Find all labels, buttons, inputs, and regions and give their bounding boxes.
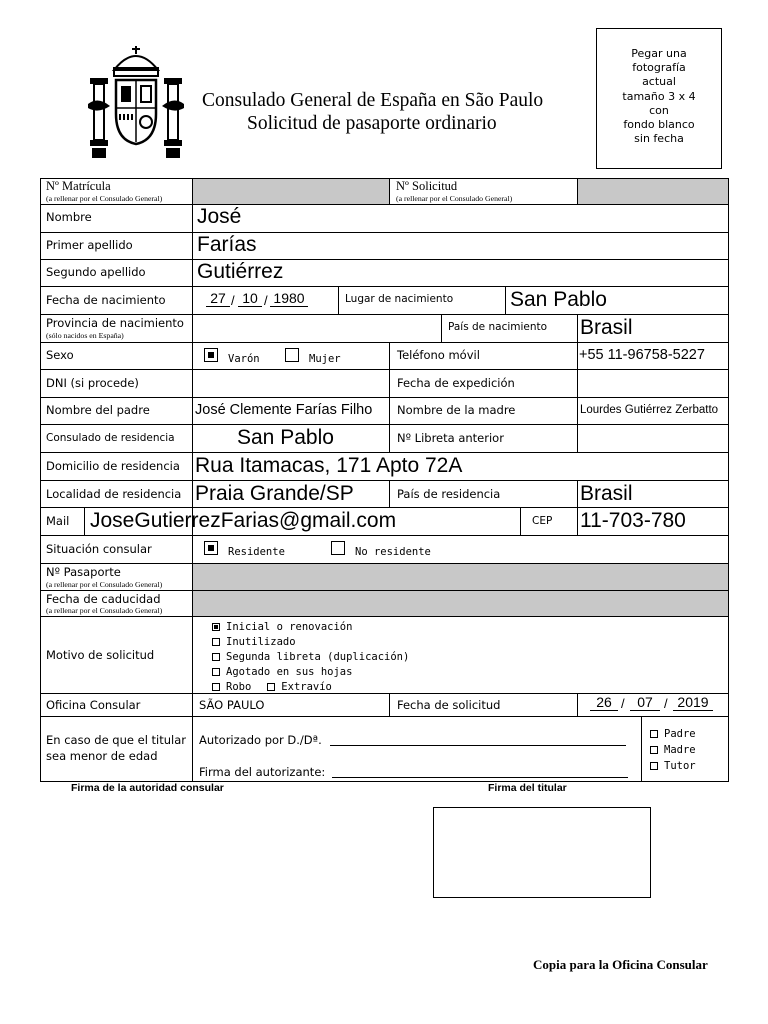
solicitud-year-field[interactable]: 2019 xyxy=(677,694,709,710)
motivo-label: Motivo de solicitud xyxy=(46,648,155,662)
firma-autoridad-label: Firma de la autoridad consular xyxy=(71,782,224,794)
localidad-field[interactable]: Praia Grande/SP xyxy=(195,482,354,505)
birth-year-field[interactable]: 1980 xyxy=(273,290,305,306)
underline xyxy=(673,710,713,711)
mujer-label: Mujer xyxy=(309,353,341,365)
provincia-label: Provincia de nacimiento xyxy=(46,316,184,330)
photo-text-line: fotografía xyxy=(632,61,686,75)
consulate-title: Consulado General de España en São Paulo xyxy=(202,90,544,111)
pais-residencia-field[interactable]: Brasil xyxy=(580,482,633,505)
photo-text-line: fondo blanco xyxy=(623,118,695,132)
telefono-field[interactable]: +55 11-96758-5227 xyxy=(579,347,705,363)
motivo-checkbox[interactable] xyxy=(267,683,275,691)
tutor-checkbox[interactable] xyxy=(650,762,658,770)
matricula-label: Nº Matrícula xyxy=(46,179,111,193)
birth-month-field[interactable]: 10 xyxy=(242,290,258,306)
solicitud-month-field[interactable]: 07 xyxy=(637,694,653,710)
motivo-option[interactable]: Inutilizado xyxy=(212,635,409,650)
oficina-field[interactable]: SÃO PAULO xyxy=(199,698,265,712)
consulado-residencia-label: Consulado de residencia xyxy=(46,432,175,444)
motivo-checkbox[interactable] xyxy=(212,653,220,661)
form-title: Solicitud de pasaporte ordinario xyxy=(247,113,497,134)
autorizado-field[interactable] xyxy=(330,745,626,746)
madre-label: Nombre de la madre xyxy=(397,403,516,417)
cep-label: CEP xyxy=(532,515,553,527)
domicilio-field[interactable]: Rua Itamacas, 171 Apto 72A xyxy=(195,454,463,477)
firma-autorizante-field[interactable] xyxy=(332,777,628,778)
date-separator: / xyxy=(621,696,625,711)
nombre-label: Nombre xyxy=(46,210,92,224)
tutela-option[interactable]: Padre xyxy=(650,726,696,742)
solicitud-day-field[interactable]: 26 xyxy=(596,694,612,710)
padre-checkbox[interactable] xyxy=(650,730,658,738)
segundo-apellido-label: Segundo apellido xyxy=(46,265,146,279)
motivo-checkbox[interactable] xyxy=(212,668,220,676)
residente-checkbox[interactable] xyxy=(204,541,218,555)
underline xyxy=(270,306,308,307)
motivo-option[interactable]: Agotado en sus hojas xyxy=(212,665,409,680)
photo-text-line: Pegar una xyxy=(631,47,687,60)
madre-checkbox[interactable] xyxy=(650,746,658,754)
fecha-expedicion-label: Fecha de expedición xyxy=(397,376,515,390)
pais-nacimiento-field[interactable]: Brasil xyxy=(580,316,633,339)
date-separator: / xyxy=(231,293,235,308)
telefono-label: Teléfono móvil xyxy=(397,348,480,362)
segundo-apellido-field[interactable]: Gutiérrez xyxy=(197,260,284,283)
photo-text-line: actual xyxy=(642,75,676,89)
underline xyxy=(590,710,618,711)
firma-titular-label: Firma del titular xyxy=(488,782,567,794)
copy-label: Copia para la Oficina Consular xyxy=(533,957,708,972)
matricula-note: (a rellenar por el Consulado General) xyxy=(46,194,163,203)
tutela-option[interactable]: Madre xyxy=(650,742,696,758)
motivo-checkbox[interactable] xyxy=(212,683,220,691)
no-residente-label: No residente xyxy=(355,546,431,558)
motivo-checkbox-checked[interactable] xyxy=(212,623,220,631)
underline xyxy=(206,306,230,307)
primer-apellido-label: Primer apellido xyxy=(46,238,133,252)
photo-text-line: sin fecha xyxy=(634,132,684,146)
firma-autorizante-label: Firma del autorizante: xyxy=(199,765,326,779)
mail-field[interactable]: JoseGutierrezFarias@gmail.com xyxy=(90,509,397,532)
motivo-checkbox[interactable] xyxy=(212,638,220,646)
lugar-nacimiento-field[interactable]: San Pablo xyxy=(510,288,607,311)
padre-field[interactable]: José Clemente Farías Filho xyxy=(195,402,373,418)
motivo-options xyxy=(212,620,409,695)
underline xyxy=(238,306,262,307)
signature-box[interactable] xyxy=(434,808,650,897)
tutela-options xyxy=(650,726,696,774)
dni-label: DNI (si procede) xyxy=(46,376,139,390)
libreta-anterior-label: Nº Libreta anterior xyxy=(397,431,504,445)
pasaporte-label: Nº Pasaporte xyxy=(46,565,121,579)
autorizado-label: Autorizado por D./Dª. xyxy=(199,733,322,747)
mujer-checkbox[interactable] xyxy=(285,348,299,362)
motivo-option[interactable]: Segunda libreta (duplicación) xyxy=(212,650,409,665)
solicitud-label: Nº Solicitud xyxy=(396,179,458,193)
underline xyxy=(630,710,660,711)
pais-nacimiento-label: País de nacimiento xyxy=(448,321,548,333)
madre-field[interactable]: Lourdes Gutiérrez Zerbatto xyxy=(580,404,719,416)
motivo-option[interactable]: Inicial o renovación xyxy=(212,620,409,635)
oficina-label: Oficina Consular xyxy=(46,698,141,712)
birth-day-field[interactable]: 27 xyxy=(210,290,226,306)
lugar-nacimiento-label: Lugar de nacimiento xyxy=(345,293,454,305)
fecha-solicitud-label: Fecha de solicitud xyxy=(397,698,501,712)
caducidad-label: Fecha de caducidad xyxy=(46,592,161,606)
menor-label-line2: sea menor de edad xyxy=(46,749,158,763)
pais-residencia-label: País de residencia xyxy=(397,487,501,501)
photo-text-line: con xyxy=(649,103,669,117)
varon-label: Varón xyxy=(228,353,260,365)
domicilio-label: Domicilio de residencia xyxy=(46,459,180,473)
sexo-label: Sexo xyxy=(46,348,74,362)
localidad-label: Localidad de residencia xyxy=(46,487,182,501)
date-separator: / xyxy=(664,696,668,711)
motivo-option[interactable]: Robo Extravío xyxy=(212,680,409,695)
residente-label: Residente xyxy=(228,546,285,558)
no-residente-checkbox[interactable] xyxy=(331,541,345,555)
photo-text-line: tamaño 3 x 4 xyxy=(622,89,696,103)
tutela-option[interactable]: Tutor xyxy=(650,758,696,774)
cep-field[interactable]: 11-703-780 xyxy=(580,509,686,532)
pasaporte-note: (a rellenar por el Consulado General) xyxy=(46,580,163,589)
solicitud-note: (a rellenar por el Consulado General) xyxy=(396,194,513,203)
varon-checkbox[interactable] xyxy=(204,348,218,362)
menor-label-line1: En caso de que el titular xyxy=(46,733,187,747)
date-separator: / xyxy=(264,293,268,308)
consulado-residencia-field[interactable]: San Pablo xyxy=(237,426,334,449)
primer-apellido-field[interactable]: Farías xyxy=(197,233,257,256)
situacion-label: Situación consular xyxy=(46,542,152,556)
nombre-field[interactable]: José xyxy=(197,205,242,228)
fecha-nacimiento-label: Fecha de nacimiento xyxy=(46,293,166,307)
mail-label: Mail xyxy=(46,514,70,528)
provincia-note: (sólo nacidos en España) xyxy=(46,331,124,340)
padre-label: Nombre del padre xyxy=(46,403,150,417)
caducidad-note: (a rellenar por el Consulado General) xyxy=(46,606,163,615)
